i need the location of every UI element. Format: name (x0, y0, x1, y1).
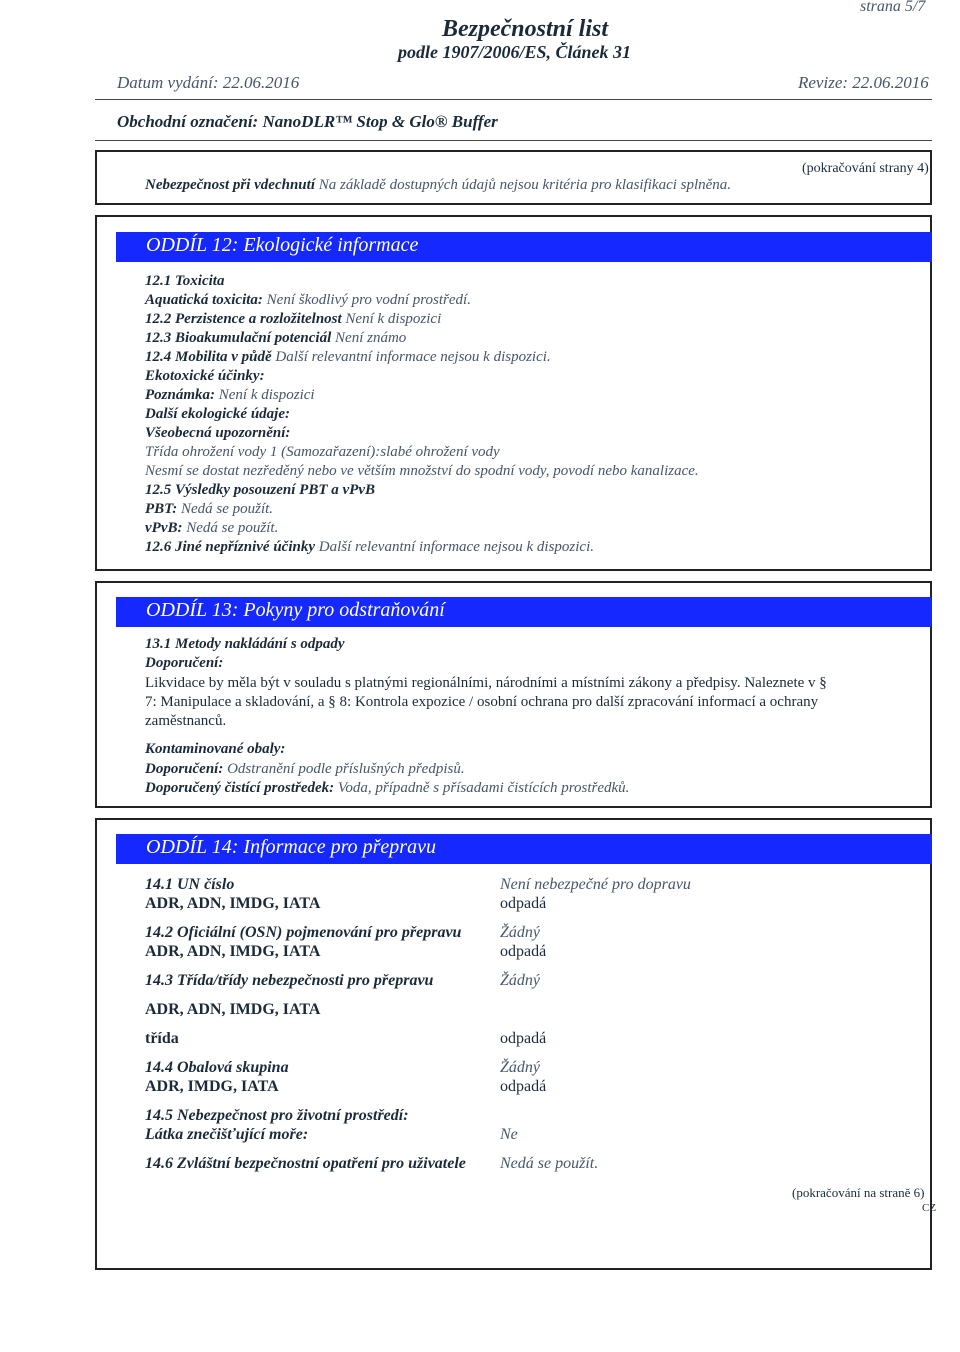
s14-row-2-right: odpadá (500, 895, 547, 912)
s14-row-12-left: 14.6 Zvláštní bezpečnostní opatření pro uživatele (145, 1155, 466, 1172)
vpvb-text: Nedá se použít. (186, 520, 279, 536)
s14-row-7-left: třída (145, 1030, 179, 1047)
s13-paragraph-3: zaměstnanců. (145, 713, 227, 729)
product-name: Obchodní označení: NanoDLR™ Stop & Glo® Buffer (117, 112, 498, 131)
persistence-text: Není k dispozici (345, 311, 442, 327)
vpvb-label: vPvB: (145, 520, 183, 536)
s14-row-11-left: Látka znečišťující moře: (145, 1126, 309, 1143)
s12-bioaccumulation (145, 330, 406, 347)
s14-row-3-left: 14.2 Oficiální (OSN) pojmenování pro přepravu (145, 924, 462, 941)
s12-aquatic (145, 292, 471, 309)
document-title: Bezpečnostní list (442, 16, 609, 42)
s12-vpvb (145, 520, 278, 537)
s13-recommendation: Doporučení: (145, 655, 224, 671)
pbt-text: Nedá se použít. (180, 501, 274, 517)
section-14-header (116, 834, 932, 864)
bioaccumulation-text: Není známo (335, 330, 407, 346)
s13-methods: 13.1 Metody nakládání s odpady (145, 636, 345, 652)
s12-persistence (145, 311, 441, 328)
s12-ecotoxic: Ekotoxické účinky: (145, 368, 265, 384)
section-13-title: ODDÍL 13: Pokyny pro odstraňování (146, 599, 445, 621)
section-14-title: ODDÍL 14: Informace pro přepravu (146, 836, 436, 858)
inhalation-hazard (145, 177, 731, 194)
section-12-header (116, 232, 932, 262)
s13-packaging-rec (145, 761, 465, 778)
inhalation-text: Na základě dostupných údajů nejsou kritéria pro klasifikaci splněna. (318, 177, 732, 193)
cleaning-agent-label: Doporučený čistící prostředek: (145, 780, 335, 796)
s13-paragraph-2: 7: Manipulace a skladování, a § 8: Kontrola expozice / osobní ochrana pro další zpracování informací a ochrany (145, 694, 819, 710)
s14-row-4-right: odpadá (500, 943, 547, 960)
language-code: CZ (922, 1202, 937, 1214)
s13-cleaning-agent (145, 780, 629, 797)
s14-row-3-right: Žádný (500, 924, 540, 941)
s12-toxicity: 12.1 Toxicita (145, 273, 225, 289)
note-text: Není k dispozici (218, 387, 315, 403)
section-12-title: ODDÍL 12: Ekologické informace (146, 234, 419, 256)
document-subtitle: podle 1907/2006/ES, Článek 31 (398, 42, 632, 62)
s12-pbt (145, 501, 273, 518)
s12-mobility (145, 349, 551, 366)
cleaning-agent-text: Voda, případně s přísadami čistících prostředků. (337, 780, 630, 796)
s12-general-notes: Všeobecná upozornění: (145, 425, 291, 441)
other-effects-label: 12.6 Jiné nepříznivé účinky (145, 539, 316, 555)
bioaccumulation-label: 12.3 Bioakumulační potenciál (145, 330, 332, 346)
s14-row-1-left: 14.1 UN číslo (145, 876, 235, 893)
s14-row-4-left: ADR, ADN, IMDG, IATA (145, 943, 321, 960)
s14-row-11-right: Ne (500, 1126, 518, 1143)
issue-date: Datum vydání: 22.06.2016 (117, 73, 300, 92)
packaging-rec-text: Odstranění podle příslušných předpisů. (227, 761, 465, 777)
s14-row-12-right: Nedá se použít. (500, 1155, 599, 1172)
note-label: Poznámka: (145, 387, 216, 403)
s14-row-2-left: ADR, ADN, IMDG, IATA (145, 895, 321, 912)
aquatic-text: Není škodlivý pro vodní prostředí. (266, 292, 471, 308)
continued-to: (pokračování na straně 6) (792, 1185, 925, 1200)
s14-row-7-right: odpadá (500, 1030, 547, 1047)
persistence-label: 12.2 Perzistence a rozložitelnost (145, 311, 342, 327)
revision-date: Revize: 22.06.2016 (798, 73, 929, 92)
s12-water-warning: Nesmí se dostat nezředěný nebo ve větším množství do spodní vody, povodí nebo kanalizace. (145, 463, 699, 479)
s14-row-5-left: 14.3 Třída/třídy nebezpečnosti pro přepravu (145, 972, 434, 989)
other-effects-text: Další relevantní informace nejsou k dispozici. (318, 539, 595, 555)
s14-row-1-right: Není nebezpečné pro dopravu (500, 876, 691, 893)
s13-contaminated: Kontaminované obaly: (145, 741, 286, 757)
s14-row-5-right: Žádný (500, 972, 540, 989)
s12-other-eco: Další ekologické údaje: (145, 406, 290, 422)
header-divider-2 (95, 140, 932, 141)
inhalation-label: Nebezpečnost při vdechnutí (145, 177, 315, 193)
section-13-header (116, 597, 932, 627)
packaging-rec-label: Doporučení: (145, 761, 224, 777)
s12-water-hazard: Třída ohrožení vody 1 (Samozařazení):slabé ohrožení vody (145, 444, 500, 460)
s12-other-effects (145, 539, 594, 556)
s12-note (145, 387, 315, 404)
header-divider (95, 99, 932, 100)
continued-from: (pokračování strany 4) (802, 161, 929, 176)
s13-paragraph-1: Likvidace by měla být v souladu s platnými regionálními, národními a místními zákony a předpisy. Naleznete v § (145, 675, 827, 691)
s14-row-9-left: ADR, IMDG, IATA (145, 1078, 279, 1095)
pbt-label: PBT: (145, 501, 178, 517)
s14-row-8-left: 14.4 Obalová skupina (145, 1059, 289, 1076)
s14-row-6-left: ADR, ADN, IMDG, IATA (145, 1001, 321, 1018)
s12-pbt-results: 12.5 Výsledky posouzení PBT a vPvB (145, 482, 375, 498)
s14-row-10-left: 14.5 Nebezpečnost pro životní prostředí: (145, 1107, 409, 1124)
mobility-text: Další relevantní informace nejsou k dispozici. (275, 349, 551, 365)
s14-row-8-right: Žádný (500, 1059, 540, 1076)
s14-row-9-right: odpadá (500, 1078, 547, 1095)
aquatic-label: Aquatická toxicita: (145, 292, 263, 308)
mobility-label: 12.4 Mobilita v půdě (145, 349, 272, 365)
page-number: strana 5/7 (860, 0, 926, 15)
